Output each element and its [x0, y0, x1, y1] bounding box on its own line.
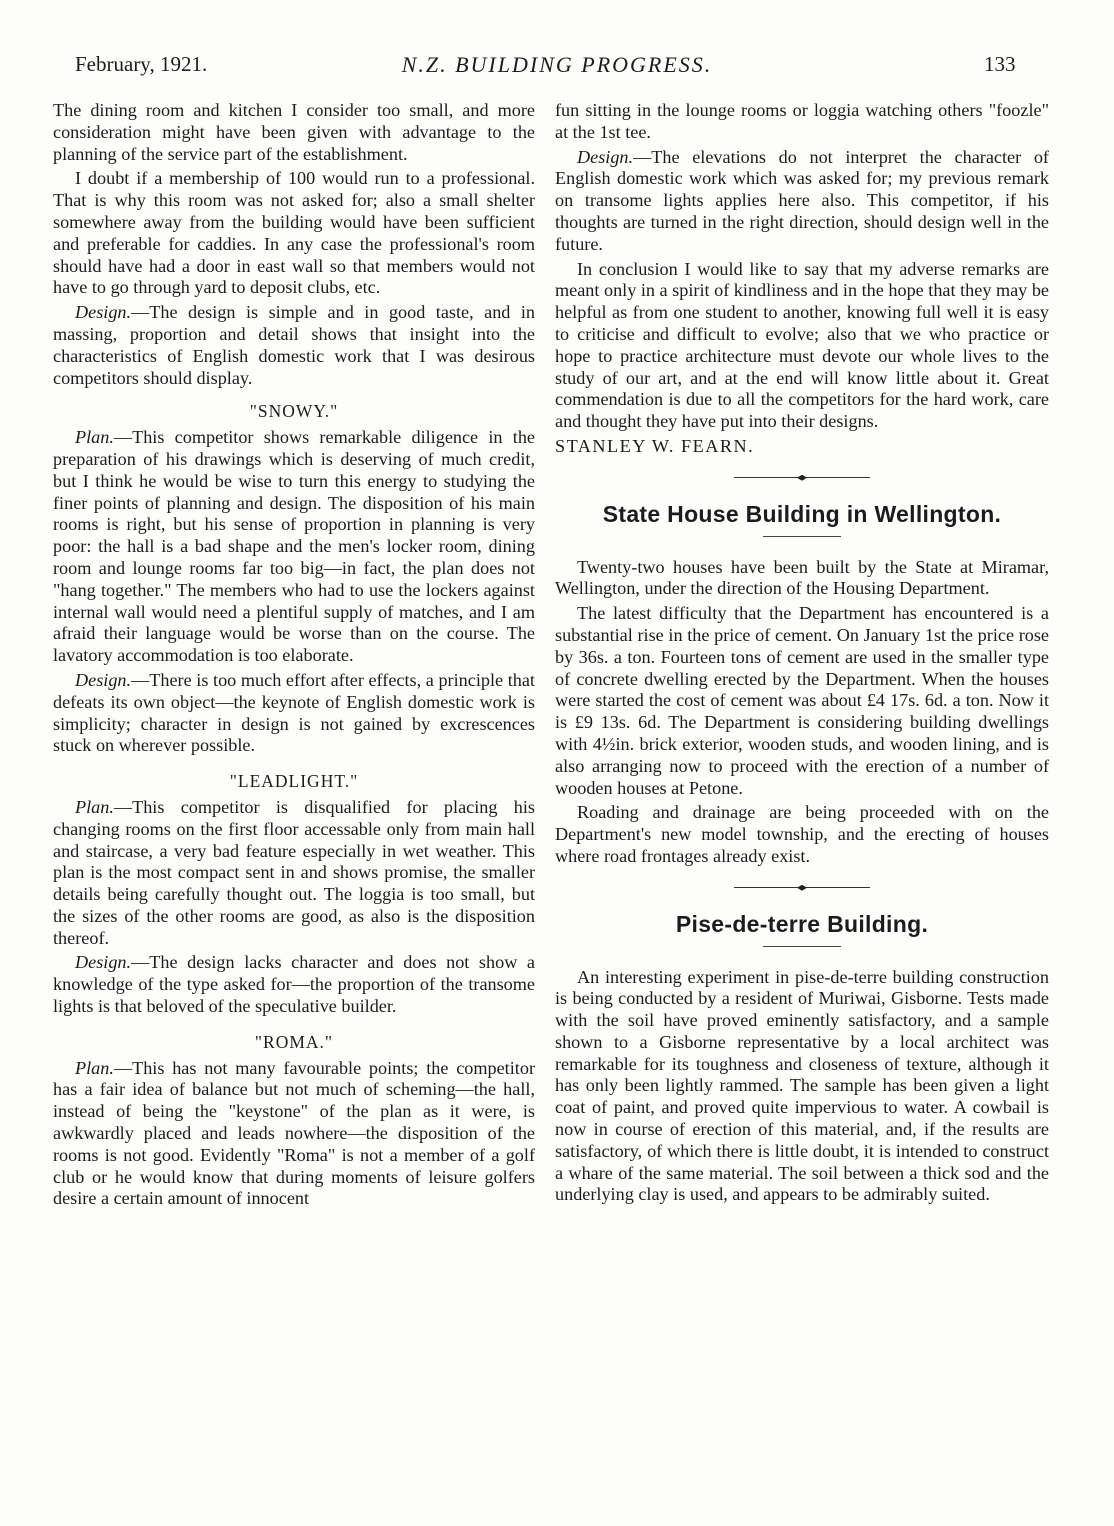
paragraph-text: —There is too much effort after effects, a principle that defeats its own object—the keynote of English domestic work is simplicity; character in design is not gained by excrescences stuck on wherever possible. — [53, 669, 535, 756]
paragraph — [53, 797, 535, 950]
page-header — [0, 52, 1114, 84]
paragraph — [53, 952, 535, 1017]
paragraph: I doubt if a membership of 100 would run to a professional. That is why this room was not asked for; also a small shelter somewhere away from the building would have been sufficient and preferable for caddies. In any case the professional's room should have had a door in east wall so that members would not have to go through yard to deposit clubs, etc. — [53, 168, 535, 298]
divider-line — [734, 887, 798, 888]
page-number: 133 — [984, 52, 1016, 76]
competitor-heading-roma: "ROMA." — [254, 1031, 334, 1052]
diamond-ornament-icon — [797, 475, 807, 481]
paragraph-lead: Design. — [577, 146, 634, 167]
author-signature: STANLEY W. FEARN. — [555, 435, 755, 456]
paragraph-text: —This competitor shows remarkable diligence in the preparation of his drawings which is deserving of much credit, but I think he would be wise to turn this energy to studying the finer points of planning and design. The disposition of his main rooms is right, but his sense of proportion in planning is very poor: the hall is a bad shape and the men's locker room, dining room and lounge rooms far too big—in fact, the plan does not "hang together." The members who had to use the lockers against internal wall would need a plentiful supply of matches, and I am afraid their language would be worse than on the course. The lavatory accommodation is too elaborate. — [53, 427, 535, 666]
article-title-pise-de-terre: Pise-de-terre Building. — [675, 910, 929, 937]
competitor-heading-leadlight: "LEADLIGHT." — [229, 771, 359, 792]
paragraph-text: —This has not many favourable points; the competitor has a fair idea of balance but not much of scheming—the hall, instead of being the "keystone" of the plan as it were, is awkwardly placed and leads nowhere—the disposition of the rooms is not good. Evidently "Roma" is not a member of a golf club or he would know that during moments of leisure golfers desire a certain amount of innocent — [53, 1057, 535, 1209]
paragraph: fun sitting in the lounge rooms or loggia watching others "foozle" at the 1st tee. — [555, 100, 1049, 142]
paragraph-text: —This competitor is disqualified for placing his changing rooms on the first floor accessable only from main hall and staircase, a very bad feature especially in wet weather. This plan is the most compact sent in and shows promise, the smaller details being carefully thought out. The loggia is too small, but the sizes of the other rooms are good, as also is the disposition thereof. — [53, 796, 535, 948]
article-title-state-house: State House Building in Wellington. — [602, 500, 1002, 527]
paragraph-text: —The design is simple and in good taste, and in massing, proportion and detail shows that insight into the characteristics of English domestic work that I was desirous competitors should display. — [53, 302, 535, 388]
section-divider — [555, 882, 1049, 894]
divider-line — [734, 477, 798, 478]
right-column — [555, 100, 1049, 1209]
paragraph — [53, 1058, 535, 1211]
divider-line — [806, 477, 870, 478]
paragraph-lead: Plan. — [75, 796, 114, 817]
paragraph — [53, 302, 535, 389]
divider-line — [806, 887, 870, 888]
issue-date: February, 1921. — [75, 52, 208, 76]
paragraph-lead: Plan. — [75, 1057, 114, 1078]
paragraph-text: —The design lacks character and does not show a knowledge of the type asked for—the proportion of the transome lights is that beloved of the speculative builder. — [53, 952, 535, 1017]
paragraph — [555, 147, 1049, 256]
paragraph: In conclusion I would like to say that my adverse remarks are meant only in a spirit of kindliness and in the hope that they may be helpful as from one student to another, knowing full well it is easy to criticise and difficult to evolve; also that we who practice or hope to practice architecture must devote our whole lives to the study of our art, and at the end will know little about it. Great commendation is due to all the competitors for the hard work, care and thought they have put into their designs. — [555, 258, 1049, 432]
paragraph-lead: Design. — [75, 952, 132, 973]
journal-title: N.Z. BUILDING PROGRESS. — [401, 52, 713, 77]
paragraph: The latest difficulty that the Department has encountered is a substantial rise in the price of cement. On January 1st the price rose by 36s. a ton. Fourteen tons of cement are used in the smaller type of concrete dwelling erected by the Department. When the houses were started the cost of cement was about £4 17s. 6d. a ton. Now it is £9 13s. 6d. The Department is considering building dwellings with 4½in. brick exterior, wooden studs, and wooden lining, and is also arranging now to proceed with the erection of a number of wooden houses at Petone. — [555, 603, 1049, 798]
paragraph-text: —The elevations do not interpret the character of English domestic work which was asked for; my previous remark on transome lights applies here also. This competitor, if his thoughts are turned in the right direction, should design well in the future. — [555, 146, 1049, 254]
title-rule — [763, 946, 841, 947]
section-divider — [555, 472, 1049, 484]
paragraph-lead: Design. — [75, 302, 132, 323]
paragraph-lead: Design. — [75, 669, 132, 690]
diamond-ornament-icon — [797, 885, 807, 891]
paragraph — [53, 427, 535, 667]
paragraph: Twenty-two houses have been built by the State at Miramar, Wellington, under the direction of the Housing Department. — [555, 556, 1049, 599]
paragraph-lead: Plan. — [75, 427, 114, 448]
competitor-heading-snowy: "SNOWY." — [249, 401, 339, 422]
paragraph: An interesting experiment in pise-de-terre building construction is being conducted by a resident of Muriwai, Gisborne. Tests made with the soil have proved eminently satisfactory, and a sample shown to a Gisborne representative by a local architect was remarkable for its toughness and closeness of texture, although it has only been lightly rammed. The sample has been given a light coat of paint, and proved quite impervious to water. A cowbail is now in course of erection of this material, and, if the results are satisfactory, of which there is little doubt, it is intended to construct a whare of the same material. The soil between a thick sod and the underlying clay is used, and appears to be admirably suited. — [555, 966, 1049, 1205]
paragraph: Roading and drainage are being proceeded with on the Department's new model township, and the erecting of houses where road frontages already exist. — [555, 802, 1049, 866]
paragraph — [53, 670, 535, 757]
title-rule — [763, 536, 841, 537]
left-column — [53, 100, 535, 1213]
paragraph: The dining room and kitchen I consider too small, and more consideration might have been given with advantage to the planning of the service part of the establishment. — [53, 100, 535, 164]
